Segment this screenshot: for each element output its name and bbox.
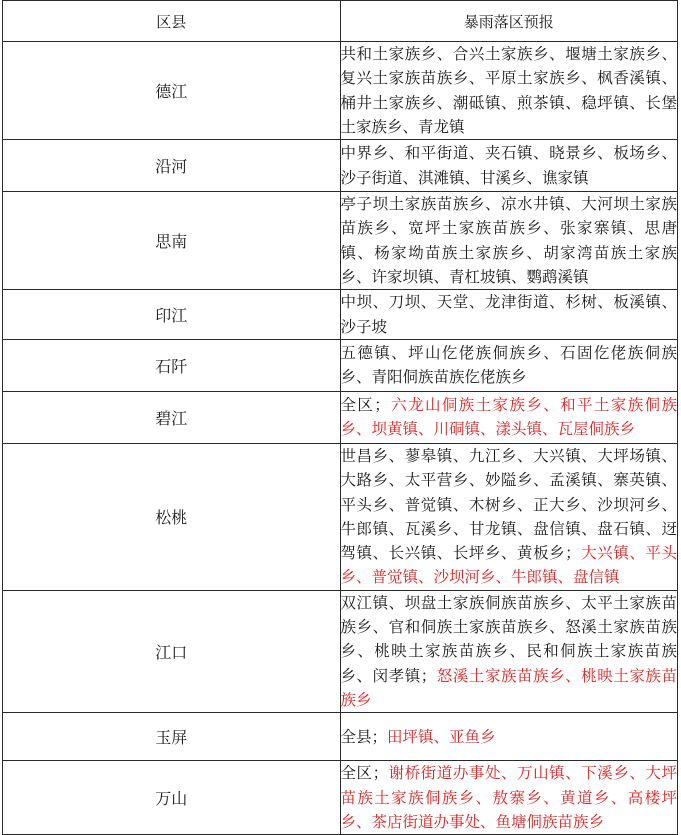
forecast-areas: [340, 192, 678, 290]
table-row: [3, 761, 678, 835]
area-list: 双江镇、坝盘土家族侗族苗族乡、太平土家族苗族乡、官和侗族土家族苗族乡、怒溪土家族苗族乡、桃映土家族苗族乡、民和侗族土家族苗族乡、闵孝镇；: [340, 593, 677, 685]
heavy-area-list: 六龙山侗族土家族乡、和平土家族侗族乡、坝黄镇、川硐镇、漾头镇、瓦屋侗族乡: [340, 396, 677, 439]
county-name: 沿河: [3, 140, 341, 192]
area-list: 中界乡、和平街道、夹石镇、晓景乡、板场乡、沙子街道、淇滩镇、甘溪乡、谯家镇: [340, 144, 677, 187]
area-list: 世昌乡、蓼皋镇、九江乡、大兴镇、大坪场镇、大路乡、太平营乡、妙隘乡、孟溪镇、寨英镇、平头乡、普觉镇、木树乡、正大乡、沙坝河乡、牛郎镇、瓦溪乡、甘龙镇、盘信镇、盘石镇、迓驾镇、长兴镇、长坪乡、黄板乡；: [340, 446, 677, 563]
forecast-areas: [340, 339, 678, 391]
area-list: 五德镇、坪山仡佬族侗族乡、石固仡佬族侗族乡、青阳侗族苗族仡佬族乡: [340, 344, 677, 387]
area-prefix: 全县；: [340, 727, 388, 746]
table-row: [3, 192, 678, 290]
heavy-area-list: 谢桥街道办事处、万山镇、下溪乡、大坪苗族土家族侗族乡、敖寨乡、黄道乡、高楼坪乡、茶店街道办事处、鱼塘侗族苗族乡: [340, 764, 677, 831]
table-row: [3, 290, 678, 340]
area-prefix: 全区；: [340, 396, 390, 415]
forecast-areas: [340, 140, 678, 192]
table-row: [3, 590, 678, 712]
forecast-areas: [340, 290, 678, 340]
county-name: 玉屏: [3, 713, 341, 761]
county-name: 万山: [3, 761, 341, 835]
forecast-areas: [340, 42, 678, 140]
heavy-area-list: 田坪镇、亚鱼乡: [387, 727, 496, 746]
forecast-areas: [340, 713, 678, 761]
table-header-row: [3, 1, 678, 42]
area-list: 中坝、刀坝、天堂、龙津街道、杉树、板溪镇、沙子坡: [340, 293, 677, 336]
table-row: [3, 339, 678, 391]
county-name: 江口: [3, 590, 341, 712]
forecast-areas: [340, 590, 678, 712]
area-prefix: 全区；: [340, 764, 389, 783]
forecast-column-header: 暴雨落区预报: [340, 1, 678, 42]
county-name: 思南: [3, 192, 341, 290]
forecast-areas: [340, 391, 678, 443]
table-row: [3, 713, 678, 761]
forecast-areas: [340, 443, 678, 590]
county-name: 碧江: [3, 391, 341, 443]
heavy-area-list: 大兴镇、平头乡、普觉镇、沙坝河乡、牛郎镇、盘信镇: [340, 544, 677, 587]
rainstorm-forecast-table: [2, 0, 678, 835]
county-column-header: 区县: [3, 1, 341, 42]
county-name: 印江: [3, 290, 341, 340]
table-row: [3, 42, 678, 140]
county-name: 松桃: [3, 443, 341, 590]
table-row: [3, 443, 678, 590]
heavy-area-list: 怒溪土家族苗族乡、桃映土家族苗族乡: [340, 666, 677, 709]
area-list: 共和土家族乡、合兴土家族乡、堰塘土家族乡、复兴土家族苗族乡、平原土家族乡、枫香溪镇、桶井土家族乡、潮砥镇、煎茶镇、稳坪镇、长堡土家族乡、青龙镇: [340, 45, 677, 136]
forecast-areas: [340, 761, 678, 835]
table-row: [3, 391, 678, 443]
county-name: 石阡: [3, 339, 341, 391]
county-name: 德江: [3, 42, 341, 140]
area-list: 亭子坝土家族苗族乡、凉水井镇、大河坝土家族苗族乡、宽坪土家族苗族乡、张家寨镇、思唐镇、杨家坳苗族土家族乡、胡家湾苗族土家族乡、许家坝镇、青杠坡镇、鹦鹉溪镇: [340, 195, 677, 287]
table-row: [3, 140, 678, 192]
